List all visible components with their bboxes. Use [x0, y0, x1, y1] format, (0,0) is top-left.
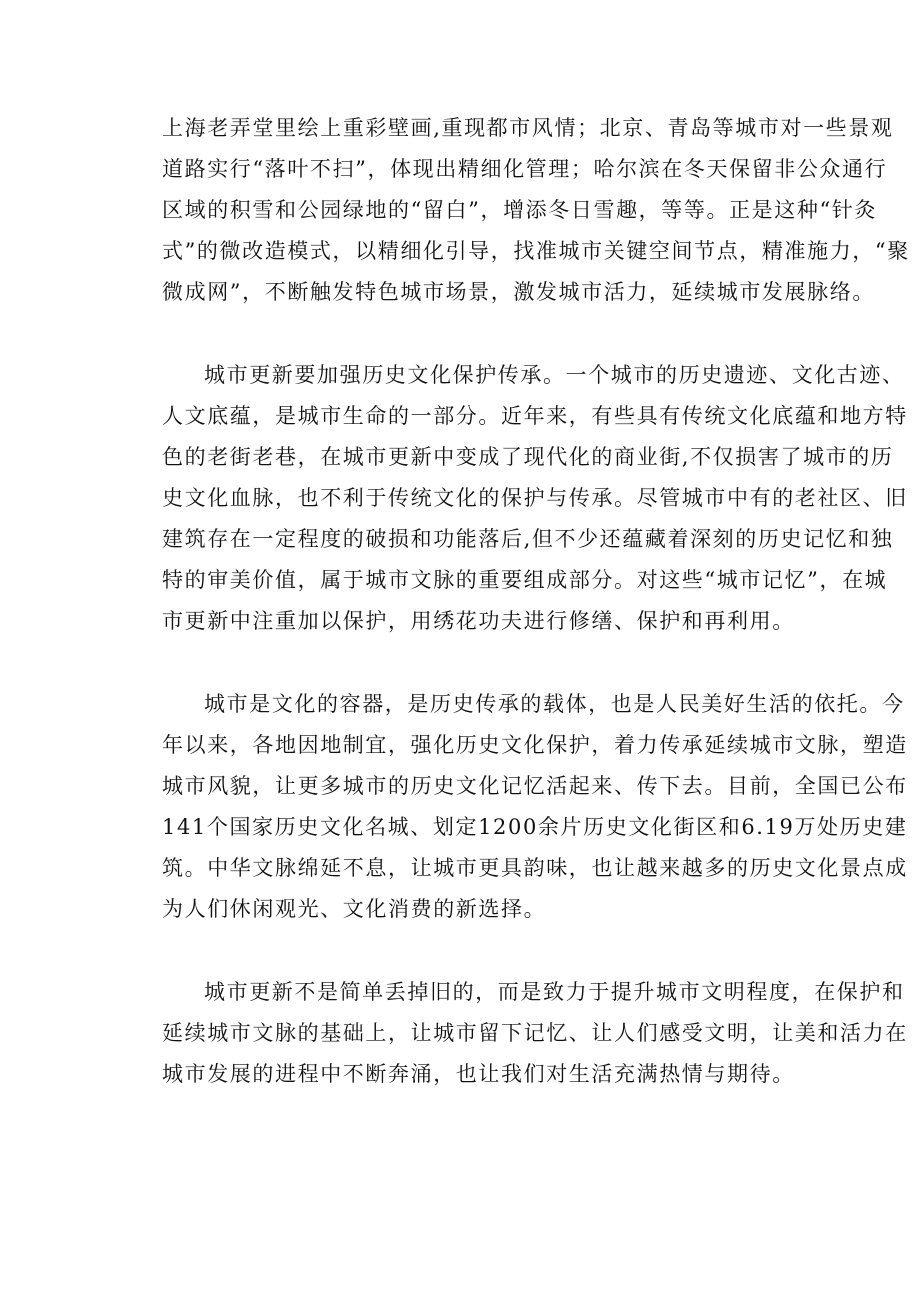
text-line: 筑。中华文脉绵延不息，让城市更具韵味，也让越来越多的历史文化景点成 — [162, 856, 908, 880]
text-line: 141个国家历史文化名城、划定1200余片历史文化街区和6.19万处历史建 — [162, 815, 908, 839]
text-line: 特的审美价值，属于城市文脉的重要组成部分。对这些“城市记忆”，在城 — [162, 568, 888, 592]
text-line: 史文化血脉，也不利于传统文化的保护与传承。尽管城市中有的老社区、旧 — [162, 486, 908, 510]
paragraph-3 — [162, 684, 908, 930]
text-line: 城市风貌，让更多城市的历史文化记忆活起来、传下去。目前，全国已公布 — [162, 774, 908, 798]
paragraph-spacer — [162, 313, 802, 355]
text-line: 上海老弄堂里绘上重彩壁画,重现都市风情；北京、青岛等城市对一些景观 — [162, 116, 894, 140]
text-line: 色的老街老巷，在城市更新中变成了现代化的商业街,不仅损害了城市的历 — [162, 445, 894, 469]
text-line: 为人们休闲观光、文化消费的新选择。 — [162, 897, 547, 921]
text-line: 城市更新要加强历史文化保护传承。一个城市的历史遗迹、文化古迹、 — [204, 363, 905, 387]
text-line: 建筑存在一定程度的破损和功能落后,但不少还蕴藏着深刻的历史记忆和独 — [162, 527, 894, 551]
text-line: 市更新中注重加以保护，用绣花功夫进行修缮、保护和再利用。 — [162, 609, 795, 633]
text-line: 区域的积雪和公园绿地的“留白”，增添冬日雪趣，等等。正是这种“针灸 — [162, 198, 878, 222]
text-line: 城市是文化的容器，是历史传承的载体，也是人民美好生活的依托。今 — [204, 692, 905, 716]
document-body — [162, 108, 910, 1095]
paragraph-2 — [162, 355, 908, 642]
text-line: 年以来，各地因地制宜，强化历史文化保护，着力传承延续城市文脉，塑造 — [162, 733, 908, 757]
paragraph-4 — [162, 972, 908, 1095]
text-line: 道路实行“落叶不扫”，体现出精细化管理；哈尔滨在冬天保留非公众通行 — [162, 157, 888, 181]
text-line: 式”的微改造模式，以精细化引导，找准城市关键空间节点，精准施力，“聚 — [162, 239, 910, 263]
text-line: 延续城市文脉的基础上，让城市留下记忆、让人们感受文明，让美和活力在 — [162, 1021, 908, 1045]
paragraph-1 — [162, 108, 910, 313]
text-line: 城市发展的进程中不断奔涌，也让我们对生活充满热情与期待。 — [162, 1062, 795, 1086]
text-line: 城市更新不是简单丢掉旧的，而是致力于提升城市文明程度，在保护和 — [204, 980, 905, 1004]
paragraph-spacer — [162, 642, 802, 684]
text-line: 人文底蕴，是城市生命的一部分。近年来，有些具有传统文化底蕴和地方特 — [162, 404, 908, 428]
paragraph-spacer — [162, 930, 802, 972]
text-line: 微成网”，不断触发特色城市场景，激发城市活力，延续城市发展脉络。 — [162, 280, 875, 304]
